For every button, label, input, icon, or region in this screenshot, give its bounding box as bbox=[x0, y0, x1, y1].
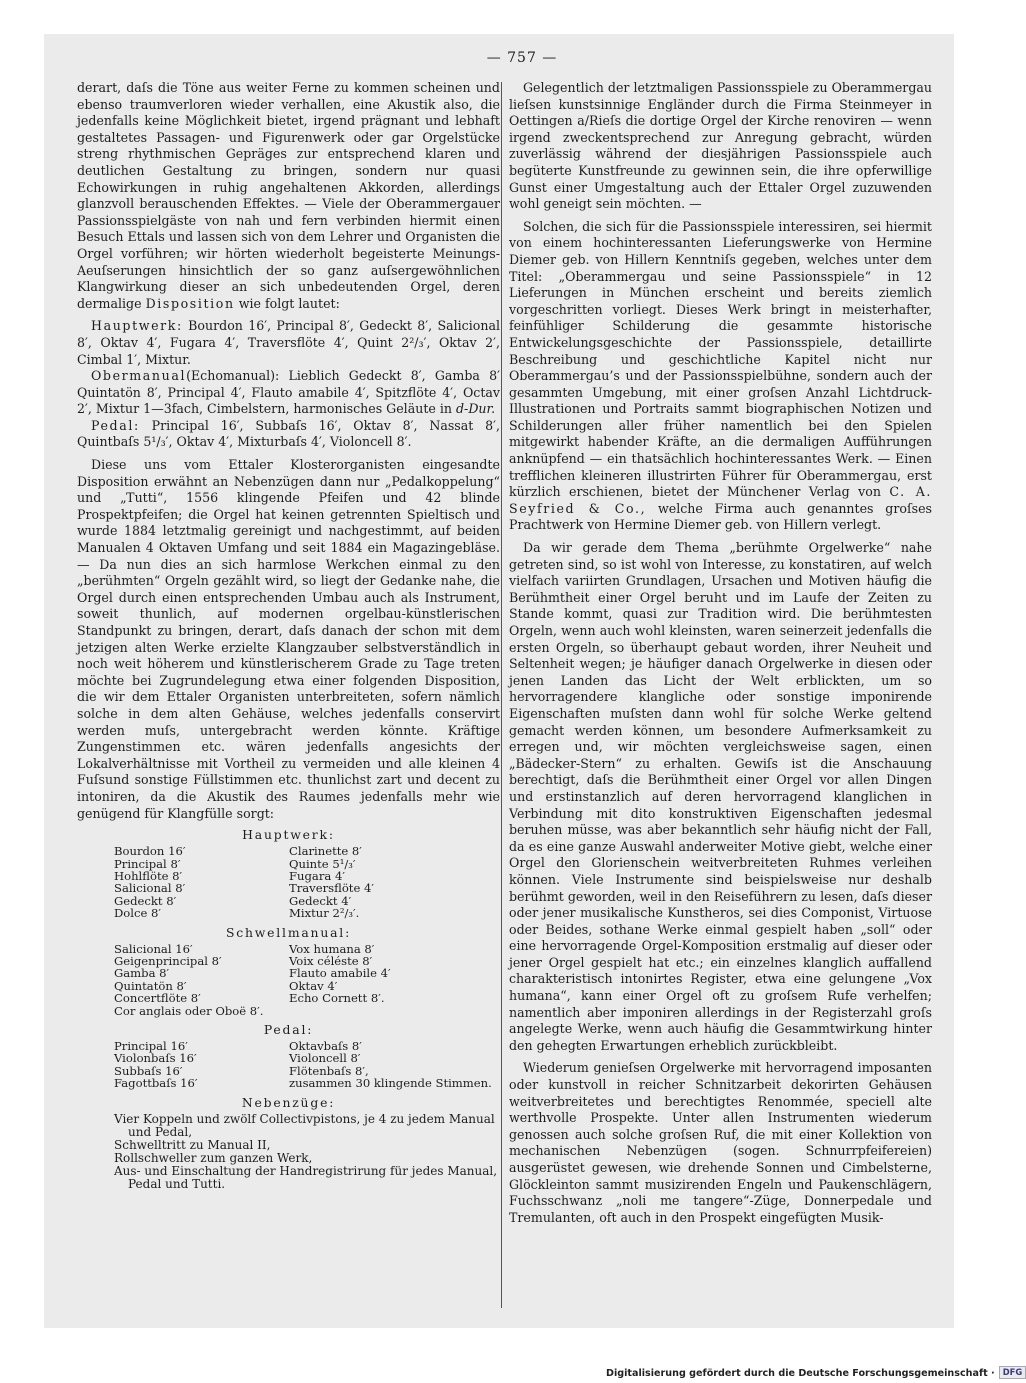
secondary-stops bbox=[77, 1113, 500, 1191]
paragraph: derart, daſs die Töne aus weiter Ferne zu kommen scheinen und ebenso traumverloren wieder verhallen, eine Akustik also, die jedenfalls keine Möglichkeit bietet, irgend prägnant und lebhaft gestaltetes Passagen- und Figurenwerk oder gar Orgelstücke streng rhythmischen Gepräges zur entsprechend klaren und deutlichen Gestaltung zu bringen, sondern nur quasi Echowirkungen in ruhig angehaltenen Akkorden, allerdings glanzvoll berauschenden Effektes. — Viele der Oberammergauer Passionsspielgäste von nah und fern verbinden hiermit einen Besuch Ettals und lassen sich von dem Lehrer und Organisten die Orgel vorführen; wir hörten wiederholt begeisterte Meinungs-Aeuſserungen hinsichtlich der so ganz auſsergewöhnlichen Klangwirkung dieser an sich unbedeutenden Orgel, deren dermalige Disposition wie folgt lautet: bbox=[77, 80, 500, 311]
paragraph: Gelegentlich der letztmaligen Passionsspiele zu Oberammergau lieſsen kunstsinnige Engländer durch die Firma Steinmeyer in Oettingen a/Rieſs die dortige Orgel der Kirche renoviren — wenn irgend zweckentsprechend zur Anregung gebracht, würden zuverlässig während der diesjährigen Passionsspiele auch begüterte Kunstfreunde zu gewinnen sein, die ihre opferwillige Gunst einer Umgestaltung auch der Ettaler Orgel zuzuwenden wohl geneigt sein möchten. — bbox=[509, 80, 932, 212]
stop: Quintatön 8′ bbox=[114, 978, 187, 993]
stop: Gamba 8′ bbox=[114, 966, 170, 981]
stop-list bbox=[77, 943, 500, 1017]
key-name: d-Dur. bbox=[456, 401, 496, 417]
section-title: Nebenzüge: bbox=[241, 1094, 336, 1110]
stop: Echo Cornett 8′. bbox=[289, 991, 385, 1006]
stop: Fugara 4′ bbox=[289, 868, 345, 883]
stop: Geigenprincipal 8′ bbox=[114, 953, 222, 968]
stop: Traversflöte 4′ bbox=[289, 881, 375, 896]
registry-obermanual: Obermanual(Echomanual): Lieblich Gedeckt 8′, Gamba 8′ Quintatön 8′, Principal 4′, Flauto amabile 4′, Spitzflöte 4′, Octav 2′, Mixtur 1—3fach, Cimbelstern, harmonisches Geläute in d-Dur. bbox=[77, 368, 500, 417]
credit-text: Digitalisierung gefördert durch die Deutsche Forschungsgemeinschaft · bbox=[606, 1368, 995, 1379]
paragraph: Solchen, die sich für die Passionsspiele interessiren, sei hiermit von einem hochinteressanten Lieferungswerke von Hermine Diemer geb. von Hillern Kenntniſs gegeben, welches unter dem Titel: „Oberammergau und seine Passionsspiele“ in 12 Lieferungen in München erscheint und bereits ziemlich vorgeschritten vorliegt. Dieses Werk bringt in meisterhafter, feinfühliger Schilderung die gesammte historische Entwickelungsgeschichte der Passionsspiele, detaillirte Beschreibung und geschichtliche Kapitel nicht nur Oberammergau’s und der Passionsspielbühne, sondern auch der gesammten Umgebung, mit einer groſsen Anzahl Lichtdruck-Illustrationen und Portraits sammt biographischen Notizen und Schilderungen aller früher namentlich bei den Spielen mitgewirkt habender Kräfte, an die dermaligen Aufführungen anknüpfend — ein thatsächlich hochinteressantes Werk. — Einen trefflichen kleineren illustrirten Führer für Oberammergau, erst kürzlich erschienen, bietet der Münchener Verlag von C. A. Seyfried & Co., welche Firma auch genanntes groſses Prachtwerk von Hermine Diemer geb. von Hillern verlegt. bbox=[509, 218, 932, 533]
stop: Oktav 4′ bbox=[289, 978, 338, 993]
digitization-credit bbox=[606, 1366, 1023, 1379]
stop: Vox humana 8′ bbox=[289, 941, 375, 956]
column-divider bbox=[501, 82, 502, 1308]
stop: Flauto amabile 4′ bbox=[289, 966, 391, 981]
stop: Oktavbaſs 8′ bbox=[289, 1039, 362, 1053]
section-title: Schwellmanual: bbox=[225, 924, 352, 940]
stop-list bbox=[77, 1040, 500, 1090]
stop: Flötenbaſs 8′, bbox=[289, 1063, 369, 1078]
paragraph: Wiederum genieſsen Orgelwerke mit hervorragend imposanten oder kunstvoll in reicher Schnitzarbeit dekorirten Gehäusen weitverbreitetes und berechtigtes Renommée, speciell alte werthvolle Prospekte. Unter allen Instrumenten wiederum genossen auch solche groſsen Ruf, die mit einer Kollektion von mechanischen Nebenzügen (sogen. Schnurrpfeifereien) ausgerüstet gewesen, wie drehende Sonnen und Cimbelsterne, Glöckleinton sammt musizirenden Engeln und Paukenschlägern, Fuchsschwanz „noli me tangere“-Züge, Donnerpedale und Tremulanten, oft auch in den Prospekt eingefügten Musik- bbox=[509, 1060, 932, 1225]
paragraph: Da wir gerade dem Thema „berühmte Orgelwerke“ nahe getreten sind, so ist wohl von Interesse, zu konstatiren, auf welch vielfach variirten Grundlagen, Ursachen und Motiven häufig die Berühmtheit einer Orgel beruht und im Laufe der Zeiten zu Stande kommt, quasi zur Tradition wird. Die berühmtesten Orgeln, wenn auch wohl kleinsten, waren seinerzeit jedenfalls die ersten Orgeln, so überhaupt gebaut worden, ihrer Neuheit und Seltenheit wegen; je häufiger danach Orgelwerke in diesen oder jenen Landen das Licht der Welt erblickten, um so hervorragendere klangliche oder sonstige imponirende Eigenschaften muſsten dann wohl für solche Werke geltend gemacht werden können, um besondere Aufmerksamkeit zu erregen und, wir möchten vergleichsweise sagen, einen „Bädecker-Stern“ zu erhalten. Gewiſs ist die Anschauung berechtigt, daſs die Berühmtheit einer Orgel vor allen Dingen und erstinstanzlich auf deren hervorragend klanglichen in Verbindung mit dito konstruktiven Eigenschaften jedesmal beruhen müsse, was aber bekanntlich sehr häufig nicht der Fall, da es eine ganze Auswahl anderweiter Motive giebt, welche einer Orgel den Glorienschein weitverbreiteten Ruhmes verleihen können. Viele Instrumente sind beispielsweise nur deshalb berühmt geworden, weil in den Reiseführern zu lesen, daſs dieser oder jener musikalische Kunstheros, sei dies Componist, Virtuose oder Beides, sothane Werke einmal gespielt haben „soll“ oder eine hervorragende Orgel-Komposition erstmalig auf dieser oder jener Orgel gespielt hat etc.; ein einzelnes klanglich auffallend charakteristisch intonirtes Register, etwa eine gelungene „Vox humana“, kann einer Orgel oft zu groſsem Rufe verhelfen; namentlich aber imponiren allerdings in der Registerzahl groſs angelegte Werke, wenn auch häufig die Gesammtwirkung hinter den gehegten Erwartungen erheblich zurückbleibt. bbox=[509, 540, 932, 1053]
registry-label: Pedal: bbox=[91, 417, 140, 433]
stop: zusammen 30 klingende Stimmen. bbox=[289, 1076, 492, 1091]
stop: Concertflöte 8′ bbox=[114, 991, 201, 1006]
list-item: Vier Koppeln und zwölf Collectivpistons, je 4 zu jedem Manual und Pedal, bbox=[114, 1111, 495, 1139]
stop: Violoncell 8′ bbox=[289, 1051, 361, 1066]
stop: Mixtur 2²/₃′. bbox=[289, 906, 360, 921]
stop: Salicional 16′ bbox=[114, 941, 193, 956]
stop: Violonbaſs 16′ bbox=[114, 1051, 197, 1066]
stop: Gedeckt 8′ bbox=[114, 893, 177, 908]
stop: Principal 8′ bbox=[114, 856, 181, 871]
stop: Subbaſs 16′ bbox=[114, 1063, 183, 1078]
stop: Fagottbaſs 16′ bbox=[114, 1076, 198, 1091]
emphasis: Disposition bbox=[145, 295, 235, 311]
stop: Salicional 8′ bbox=[114, 881, 186, 896]
registry-hauptwerk: Hauptwerk: Bourdon 16′, Principal 8′, Gedeckt 8′, Salicional 8′, Oktav 4′, Fugara 4′, Traversflöte 4′, Quint 2²/₃′, Oktav 2′, Cimbal 1′, Mixtur. bbox=[77, 318, 500, 367]
stop: Bourdon 16′ bbox=[114, 844, 186, 859]
section-title: Hauptwerk: bbox=[242, 827, 335, 843]
stop-list bbox=[77, 845, 500, 919]
publisher-name: C. A. Seyfried & Co., bbox=[509, 484, 932, 516]
paragraph: Diese uns vom Ettaler Klosterorganisten eingesandte Disposition erwähnt an Nebenzügen dann nur „Pedalkoppelung“ und „Tutti“, 1556 klingende Pfeifen und 42 blinde Prospektpfeifen; die Orgel hat keinen getrennten Spieltisch und wurde 1884 letztmalig gereinigt und nachgestimmt, auf beiden Manualen 4 Oktaven Umfang und seit 1884 ein Magazingebläse. — Da nun dies an sich harmlose Werkchen einmal zu den „berühmten“ Orgeln gezählt wird, so liegt der Gedanke nahe, die Orgel durch einen entsprechenden Umbau auch als Instrument, soweit thunlich, auf modernen orgelbau-künstlerischen Standpunkt zu bringen, derart, daſs danach der schon mit dem jetzigen alten Werke erzielte Klangzauber selbstverständlich in noch weit höherem und künstlerischerem Grade zu Tage treten möchte bei Zugrundelegung etwa einer folgenden Disposition, die wir dem Ettaler Organisten unterbreiteten, sofern nämlich solche in dem alten Gehäuse, welches jedenfalls conservirt werden muſs, untergebracht werden könnte. Kräftige Zungenstimmen etc. wären jedenfalls angesichts der Lokalverhältnisse mit Vortheil zu vermeiden und alle kleinen 4 Fuſsund sonstige Füllstimmen etc. thunlichst zart und decent zu intoniren, da die Akustik des Raumes jedenfalls mehr wie genügend für Klangfülle sorgt: bbox=[77, 457, 500, 821]
stop: Hohlflöte 8′ bbox=[114, 868, 183, 883]
registry-label: Obermanual bbox=[91, 368, 187, 384]
proposed-disposition bbox=[77, 828, 500, 1191]
registry-label: Hauptwerk: bbox=[91, 318, 183, 334]
stop: Gedeckt 4′ bbox=[289, 893, 352, 908]
stop: Dolce 8′ bbox=[114, 906, 162, 921]
section-title: Pedal: bbox=[263, 1022, 314, 1037]
dfg-logo: DFG bbox=[999, 1366, 1026, 1379]
stop: Quinte 5¹/₃′ bbox=[289, 856, 356, 871]
list-item: Rollschweller zum ganzen Werk, bbox=[114, 1150, 313, 1165]
stop: Cor anglais oder Oboë 8′. bbox=[114, 1003, 264, 1018]
stop: Principal 16′ bbox=[114, 1039, 188, 1053]
right-column bbox=[509, 80, 932, 1226]
list-item: Aus- und Einschaltung der Handregistrirung für jedes Manual, Pedal und Tutti. bbox=[114, 1163, 498, 1191]
stop: Clarinette 8′ bbox=[289, 844, 362, 859]
list-item: Schwelltritt zu Manual II, bbox=[114, 1137, 271, 1152]
stop: Voix céléste 8′ bbox=[289, 953, 373, 968]
page-number: — 757 — bbox=[486, 50, 558, 66]
left-column bbox=[77, 80, 500, 1191]
registry-pedal: Pedal: Principal 16′, Subbaſs 16′, Oktav 8′, Nassat 8′, Quintbaſs 5¹/₃′, Oktav 4′, Mixturbaſs 4′, Violoncell 8′. bbox=[77, 417, 500, 450]
